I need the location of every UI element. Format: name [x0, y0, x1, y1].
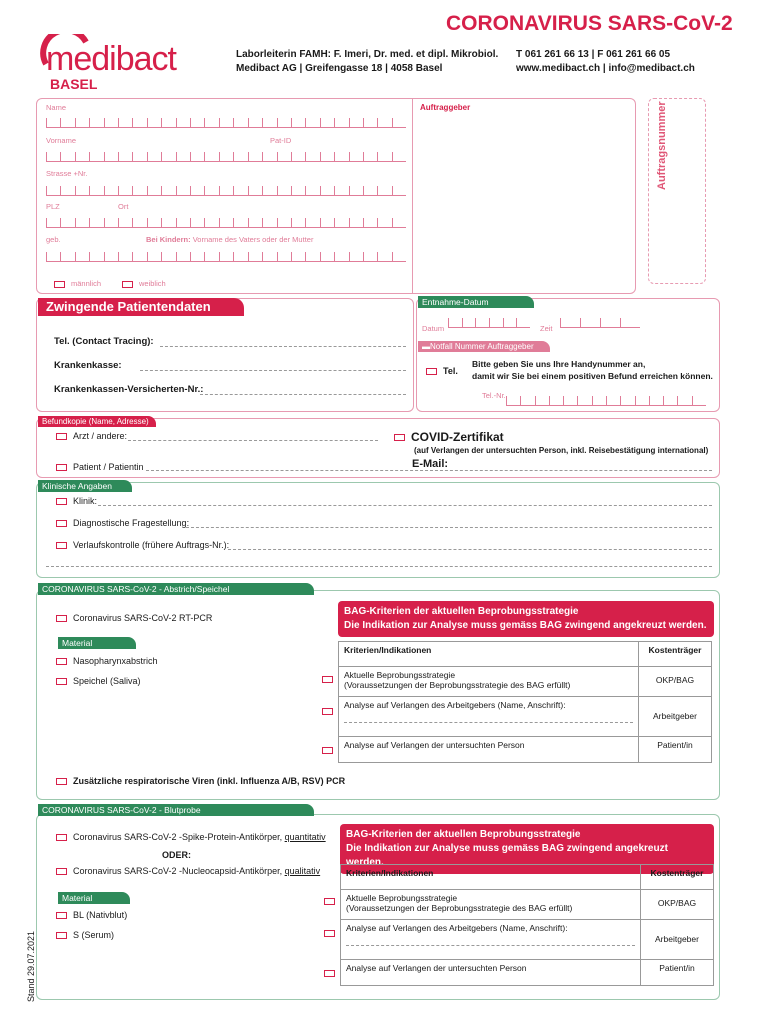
strasse-field[interactable]	[46, 186, 406, 196]
s-label: S (Serum)	[73, 930, 115, 940]
pcr-label: Coronavirus SARS-CoV-2 RT-PCR	[73, 613, 213, 623]
spike-quant: quantitativ	[284, 832, 326, 842]
covid-option[interactable]	[394, 430, 504, 444]
maennlich-option[interactable]	[54, 279, 101, 288]
blut-material-title: Material	[58, 892, 130, 904]
auftragsnummer-label: Auftragsnummer	[656, 101, 668, 190]
strasse-label: Strasse +Nr.	[46, 169, 88, 178]
logo-sub: BASEL	[50, 76, 98, 92]
tel-field[interactable]	[160, 346, 406, 347]
bag2-check-3[interactable]	[324, 970, 335, 977]
entnahme-box	[416, 298, 720, 412]
nucleo-option[interactable]	[56, 866, 320, 876]
notfall-tel-option[interactable]	[426, 366, 458, 376]
spike-option[interactable]	[56, 832, 326, 842]
bag2-check-1[interactable]	[324, 898, 335, 905]
plz-ort-field[interactable]	[46, 218, 406, 228]
klinisch-title: Klinische Angaben	[38, 480, 132, 492]
bag-title-2-line-2: Die Indikation zur Analyse muss gemäss BAG zwingend angekreuzt werden.	[346, 843, 668, 868]
name-label: Name	[46, 103, 67, 112]
viren-label: Zusätzliche respiratorische Viren (inkl. Influenza A/B, RSV) PCR	[73, 776, 346, 786]
bag1-head-2: Kostenträger	[648, 645, 702, 655]
bag2-r2-field[interactable]	[346, 945, 635, 946]
weiblich-label: weiblich	[139, 279, 166, 288]
spike-label: Coronavirus SARS-CoV-2 -Spike-Protein-Antikörper,	[73, 832, 283, 842]
s-option[interactable]	[56, 930, 114, 940]
zeit-label: Zeit	[540, 324, 553, 333]
klinik-field[interactable]	[98, 505, 712, 506]
vorname-field[interactable]	[46, 152, 406, 162]
lab-lead: Laborleiterin FAMH: F. Imeri, Dr. med. et dipl. Mikrobiol.	[236, 49, 499, 60]
telnr-label: Tel.-Nr.	[482, 391, 506, 400]
klinik-label: Klinik:	[73, 496, 98, 506]
klinisch-box	[36, 482, 720, 578]
zeit-field[interactable]	[560, 318, 640, 328]
versicherten-field[interactable]	[200, 394, 406, 395]
abstrich-title: CORONAVIRUS SARS-CoV-2 - Abstrich/Speichel	[38, 583, 314, 595]
maennlich-label: männlich	[71, 279, 102, 288]
medibact-logo	[36, 34, 216, 94]
bag2-r3a: Analyse auf Verlangen der untersuchten Person	[341, 960, 641, 985]
email-field[interactable]	[146, 470, 712, 471]
vorname-label: Vorname	[46, 136, 77, 145]
lab-address: Medibact AG | Greifengasse 18 | 4058 Basel	[236, 63, 443, 74]
stand-label: Stand 29.07.2021	[26, 930, 36, 1002]
versicherten-label: Krankenkassen-Versicherten-Nr.:	[54, 384, 204, 395]
kinder-label: Vorname des Vaters oder der Mutter	[192, 235, 314, 244]
bag2-check-2[interactable]	[324, 930, 335, 937]
bag1-row-2	[339, 697, 639, 736]
naso-option[interactable]	[56, 656, 158, 666]
diag-option[interactable]	[56, 518, 189, 528]
befund-title: Befundkopie (Name, Adresse)	[38, 416, 156, 427]
geb-field[interactable]	[46, 252, 406, 262]
diag-field[interactable]	[186, 527, 712, 528]
covid-label: COVID-Zertifikat	[411, 430, 504, 444]
bag2-head-2: Kostenträger	[650, 868, 704, 878]
logo-text: medibact	[46, 40, 176, 78]
auftraggeber-box[interactable]	[412, 98, 636, 294]
ort-label: Ort	[118, 202, 129, 211]
covid-note: (auf Verlangen der untersuchten Person, inkl. Reisebestätigung international)	[414, 446, 709, 455]
abstrich-material-title: Material	[58, 637, 136, 649]
bag2-r1b: (Voraussetzungen der Beprobungsstrategie des BAG erfüllt)	[346, 903, 573, 913]
bag2-row-1	[341, 890, 641, 919]
email-label: E-Mail:	[412, 458, 449, 470]
name-field[interactable]	[46, 118, 406, 128]
bag-title-2-line-1: BAG-Kriterien der aktuellen Beprobungsstrategie	[346, 829, 581, 840]
telnr-field[interactable]	[506, 396, 706, 406]
geb-label: geb.	[46, 235, 61, 244]
bag2-head-1: Kriterien/Indikationen	[341, 865, 641, 889]
notfall-hint-1: Bitte geben Sie uns Ihre Handynummer an,	[472, 359, 646, 369]
bag-table-1	[338, 641, 712, 763]
bag1-row-1	[339, 667, 639, 696]
nucleo-label: Coronavirus SARS-CoV-2 -Nucleocapsid-Antikörper,	[73, 866, 283, 876]
entnahme-title: Entnahme-Datum	[418, 296, 534, 308]
bag2-r1a: Aktuelle Beprobungsstrategie	[346, 893, 458, 903]
notfall-tel-label: Tel.	[443, 366, 458, 376]
weiblich-option[interactable]	[122, 279, 166, 288]
bag-title-1-line-2: Die Indikation zur Analyse muss gemäss BAG zwingend angekreuzt werden.	[344, 620, 707, 631]
bl-option[interactable]	[56, 910, 127, 920]
kasse-field[interactable]	[140, 370, 406, 371]
bag1-check-3[interactable]	[322, 747, 333, 754]
bag1-r1a: Aktuelle Beprobungsstrategie	[344, 670, 456, 680]
bag-title-1	[338, 601, 714, 637]
patient-copy-label: Patient / Patientin	[73, 462, 144, 472]
klinik-option[interactable]	[56, 496, 97, 506]
arzt-label: Arzt / andere:	[73, 431, 128, 441]
bag2-r1c: OKP/BAG	[657, 898, 697, 908]
kinder-label-bold: Bei Kindern:	[146, 235, 191, 244]
bag2-row-2	[341, 920, 641, 959]
viren-option[interactable]	[56, 776, 345, 786]
notfall-hint-2: damit wir Sie bei einem positiven Befund erreichen können.	[472, 371, 713, 381]
bag1-check-2[interactable]	[322, 708, 333, 715]
datum-field[interactable]	[448, 318, 530, 328]
pcr-option[interactable]	[56, 613, 212, 623]
bag1-head-1: Kriterien/Indikationen	[339, 642, 639, 666]
notfall-label: Notfall Nummer Auftraggeber	[430, 342, 534, 351]
bag1-r2a: Analyse auf Verlangen des Arbeitgebers (Name, Anschrift):	[344, 700, 566, 710]
bag1-r1b: (Voraussetzungen der Beprobungsstrategie des BAG erfüllt)	[344, 680, 571, 690]
bag1-r3a: Analyse auf Verlangen der untersuchten Person	[339, 737, 639, 762]
speichel-label: Speichel (Saliva)	[73, 676, 141, 686]
diag-label: Diagnostische Fragestellung:	[73, 518, 190, 528]
patient-copy-option[interactable]	[56, 462, 144, 472]
lab-web[interactable]: www.medibact.ch | info@medibact.ch	[516, 63, 695, 74]
verlauf-field-2[interactable]	[46, 566, 712, 567]
arzt-field[interactable]	[128, 440, 378, 441]
bag-table-2	[340, 864, 714, 986]
bag2-r2a: Analyse auf Verlangen des Arbeitgebers (Name, Anschrift):	[346, 923, 568, 933]
bag2-r3c: Patient/in	[659, 963, 695, 973]
verlauf-option[interactable]	[56, 540, 229, 550]
bag1-r1c: OKP/BAG	[655, 675, 695, 685]
bag1-check-1[interactable]	[322, 676, 333, 683]
patid-label: Pat-ID	[270, 136, 292, 145]
verlauf-field[interactable]	[228, 549, 712, 550]
bag-title-1-line-1: BAG-Kriterien der aktuellen Beprobungsstrategie	[344, 606, 579, 617]
nucleo-qual: qualitativ	[284, 866, 321, 876]
oder-label: ODER:	[162, 850, 191, 860]
speichel-option[interactable]	[56, 676, 141, 686]
lab-phone: T 061 261 66 13 | F 061 261 66 05	[516, 49, 671, 60]
bag1-r2c: Arbeitgeber	[653, 711, 697, 721]
bag1-r2-field[interactable]	[344, 722, 633, 723]
kasse-label: Krankenkasse:	[54, 360, 122, 371]
datum-label: Datum	[422, 324, 445, 333]
tel-label: Tel. (Contact Tracing):	[54, 336, 154, 347]
plz-label: PLZ	[46, 202, 60, 211]
zwingend-title: Zwingende Patientendaten	[38, 298, 244, 316]
naso-label: Nasopharynxabstrich	[73, 656, 158, 666]
auftraggeber-label: Auftraggeber	[420, 103, 471, 112]
blut-title: CORONAVIRUS SARS-CoV-2 - Blutprobe	[38, 804, 314, 816]
bag2-r2c: Arbeitgeber	[655, 934, 699, 944]
verlauf-label: Verlaufskontrolle (frühere Auftrags-Nr.):	[73, 540, 230, 550]
notfall-title: ▬Notfall Nummer Auftraggeber	[418, 341, 550, 352]
page-title: CORONAVIRUS SARS-CoV-2	[446, 12, 733, 35]
bl-label: BL (Nativblut)	[73, 910, 128, 920]
bag1-r3c: Patient/in	[657, 740, 693, 750]
arzt-option[interactable]	[56, 431, 127, 441]
